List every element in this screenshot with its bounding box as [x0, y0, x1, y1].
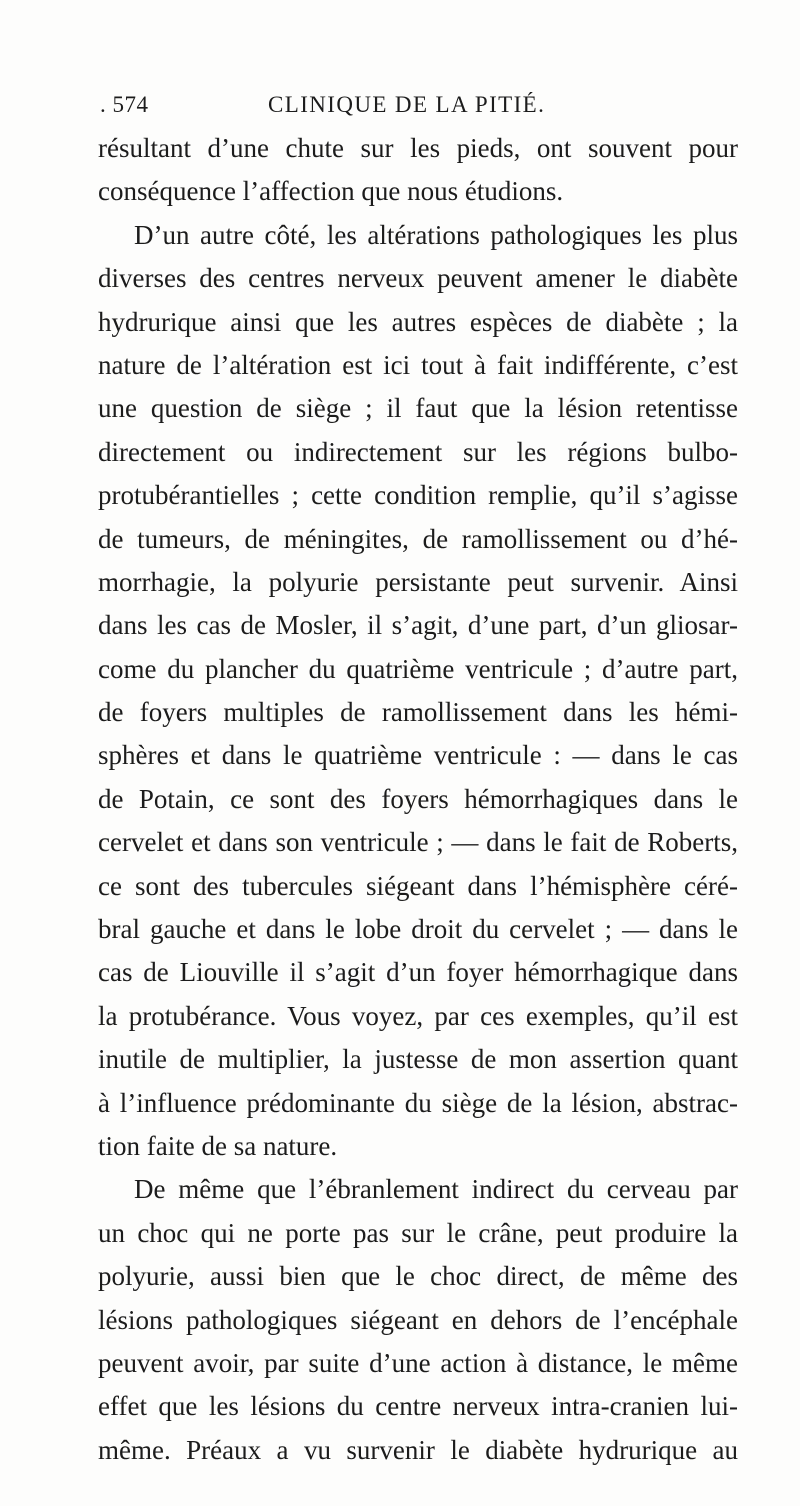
- text-line: conséquence l’affection que nous étudions.: [98, 176, 564, 207]
- text-line: à l’influence prédominante du siège de la lésion, abstrac-: [98, 1087, 738, 1118]
- body-text: [98, 127, 738, 1472]
- text-line: résultant d’une chute sur les pieds, ont souvent pour: [98, 133, 738, 163]
- text-line: inutile de multiplier, la justesse de mon assertion quant: [98, 1044, 738, 1075]
- page-number: . 574: [100, 92, 149, 117]
- running-header: [100, 92, 740, 122]
- text-line: un choc qui ne porte pas sur le crâne, peut produire la: [98, 1217, 738, 1248]
- text-line: de tumeurs, de méningites, de ramollissement ou d’hé-: [98, 523, 738, 554]
- text-line: directement ou indirectement sur les régions bulbo-: [98, 436, 738, 467]
- text-line: sphères et dans le quatrième ventricule : — dans le cas: [98, 740, 738, 771]
- text-line: nature de l’altération est ici tout à fait indifférente, c’est: [98, 349, 738, 380]
- text-line: bral gauche et dans le lobe droit du cervelet ; — dans le: [98, 914, 738, 945]
- text-line: peuvent avoir, par suite d’une action à distance, le même: [98, 1347, 738, 1378]
- text-line: diverses des centres nerveux peuvent amener le diabète: [98, 263, 738, 294]
- text-line: polyurie, aussi bien que le choc direct, de même des: [98, 1261, 738, 1292]
- running-title: CLINIQUE DE LA PITIÉ.: [268, 92, 546, 117]
- text-line: de Potain, ce sont des foyers hémorrhagiques dans le: [98, 783, 738, 814]
- text-line: tion faite de sa nature.: [98, 1130, 338, 1161]
- text-line: cas de Liouville il s’agit d’un foyer hémorrhagique dans: [98, 957, 738, 988]
- text-line: ce sont des tubercules siégeant dans l’hémisphère céré-: [98, 870, 738, 901]
- text-line: morrhagie, la polyurie persistante peut survenir. Ainsi: [98, 566, 738, 597]
- text-line: lésions pathologiques siégeant en dehors de l’encéphale: [98, 1304, 738, 1335]
- text-line: protubérantielles ; cette condition remplie, qu’il s’agisse: [98, 480, 738, 511]
- text-line: de foyers multiples de ramollissement dans les hémi-: [98, 697, 738, 728]
- text-line: D’un autre côté, les altérations pathologiques les plus: [134, 219, 738, 250]
- text-line: dans les cas de Mosler, il s’agit, d’une part, d’un gliosar-: [98, 610, 738, 641]
- text-line: come du plancher du quatrième ventricule ; d’autre part,: [98, 653, 738, 684]
- text-line: la protubérance. Vous voyez, par ces exemples, qu’il est: [98, 1000, 738, 1031]
- text-line: hydrurique ainsi que les autres espèces de diabète ; la: [98, 306, 738, 337]
- text-line: même. Préaux a vu survenir le diabète hydrurique au: [98, 1434, 738, 1465]
- text-line: De même que l’ébranlement indirect du cerveau par: [134, 1174, 738, 1205]
- text-line: une question de siège ; il faut que la lésion retentisse: [98, 393, 738, 424]
- text-line: effet que les lésions du centre nerveux intra-cranien lui-: [98, 1391, 738, 1422]
- text-line: cervelet et dans son ventricule ; — dans le fait de Roberts,: [98, 827, 738, 858]
